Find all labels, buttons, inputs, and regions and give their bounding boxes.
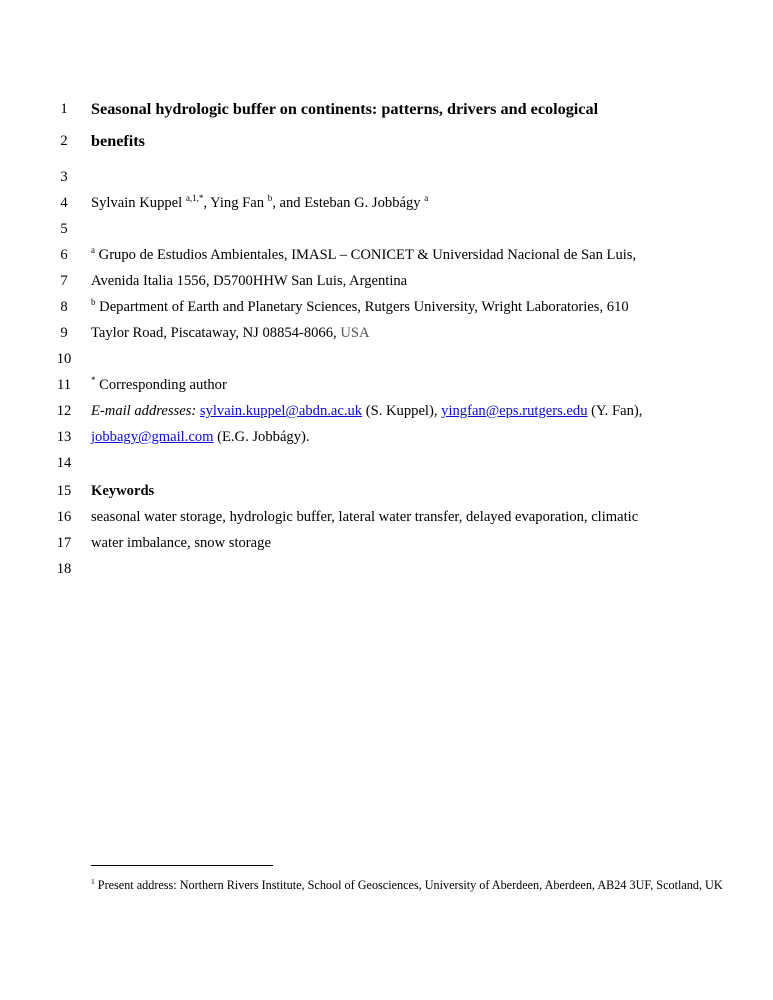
keywords-line1: seasonal water storage, hydrologic buffer, lateral water transfer, delayed evaporation, climatic <box>91 509 639 525</box>
email-addresses <box>91 398 642 424</box>
keywords-heading: Keywords <box>91 483 155 499</box>
footnote-marker: 1 <box>91 877 95 886</box>
affiliation-b-line1 <box>91 294 629 320</box>
line-number: 12 <box>56 403 72 419</box>
manuscript-line <box>0 346 773 372</box>
affiliation-a-line1 <box>91 242 636 268</box>
affiliation-text: Grupo de Estudios Ambientales, IMASL – CONICET & Universidad Nacional de San Luis, <box>98 247 637 263</box>
manuscript-line <box>0 556 773 582</box>
manuscript-line <box>0 242 773 268</box>
line-number: 11 <box>56 377 72 393</box>
email-link-fan[interactable]: yingfan@eps.rutgers.edu <box>441 403 588 419</box>
line-number: 4 <box>60 195 68 211</box>
author-separator: , and <box>272 195 305 211</box>
corresponding-author <box>91 372 227 398</box>
line-number: 16 <box>56 509 72 525</box>
manuscript-line <box>0 398 773 424</box>
footnote <box>91 877 731 894</box>
manuscript-line <box>0 96 773 122</box>
corresponding-label: Corresponding author <box>99 377 227 393</box>
manuscript-line <box>0 372 773 398</box>
affiliation-marker: b <box>91 297 96 307</box>
footnote-text: Present address: Northern Rivers Institute, School of Geosciences, University of Aberdeen, Aberdeen, AB24 3UF, Scotland, UK <box>94 878 723 892</box>
line-number: 8 <box>60 299 68 315</box>
line-number: 9 <box>60 325 68 341</box>
manuscript-line <box>0 216 773 242</box>
email-owner: (Y. Fan), <box>587 403 643 419</box>
line-number: 15 <box>56 483 72 499</box>
affiliation-a-line2: Avenida Italia 1556, D5700HHW San Luis, Argentina <box>91 273 408 289</box>
manuscript-line <box>0 190 773 216</box>
email-owner: (S. Kuppel), <box>362 403 442 419</box>
manuscript-line <box>0 504 773 530</box>
line-number: 7 <box>60 273 68 289</box>
footnote-separator <box>91 865 273 866</box>
corresponding-marker: * <box>91 375 96 385</box>
manuscript-line <box>0 424 773 450</box>
manuscript-line <box>0 450 773 476</box>
author-name: Esteban G. Jobbágy <box>304 195 421 211</box>
email-label: E-mail addresses: <box>91 403 197 419</box>
author-name: Sylvain Kuppel <box>91 195 183 211</box>
line-number: 3 <box>60 169 68 185</box>
manuscript-line <box>0 478 773 504</box>
manuscript-line <box>0 320 773 346</box>
author-separator: , <box>203 195 211 211</box>
paper-title-line1: Seasonal hydrologic buffer on continents: patterns, drivers and ecological <box>91 100 599 118</box>
line-number: 18 <box>56 561 72 577</box>
author-affiliation-marker: a,1,* <box>185 193 204 203</box>
email-link-jobbagy[interactable]: jobbagy@gmail.com <box>91 429 214 445</box>
line-number: 5 <box>60 221 68 237</box>
affiliation-b-line2 <box>91 320 370 346</box>
author-list <box>91 190 428 216</box>
line-number: 2 <box>60 133 68 149</box>
manuscript-line <box>0 128 773 154</box>
keywords-line2: water imbalance, snow storage <box>91 535 271 551</box>
manuscript-line <box>0 294 773 320</box>
affiliation-marker: a <box>91 245 95 255</box>
manuscript-line <box>0 268 773 294</box>
line-number: 6 <box>60 247 68 263</box>
line-number: 14 <box>56 455 72 471</box>
email-owner: (E.G. Jobbágy). <box>213 429 310 445</box>
line-number: 13 <box>56 429 72 445</box>
manuscript-line <box>0 164 773 190</box>
manuscript-line <box>0 530 773 556</box>
affiliation-text: Department of Earth and Planetary Sciences, Rutgers University, Wright Laboratories, 610 <box>99 299 629 315</box>
affiliation-text: Taylor Road, Piscataway, NJ 08854-8066, <box>91 325 341 341</box>
author-name: Ying Fan <box>210 195 265 211</box>
affiliation-country: USA <box>340 325 370 341</box>
paper-title-line2: benefits <box>91 132 145 150</box>
line-number: 1 <box>60 101 68 117</box>
line-number: 17 <box>56 535 72 551</box>
email-link-kuppel[interactable]: sylvain.kuppel@abdn.ac.uk <box>199 403 363 419</box>
author-affiliation-marker: b <box>267 193 273 203</box>
author-affiliation-marker: a <box>424 193 429 203</box>
line-number: 10 <box>56 351 72 367</box>
email-addresses-cont <box>91 424 310 450</box>
